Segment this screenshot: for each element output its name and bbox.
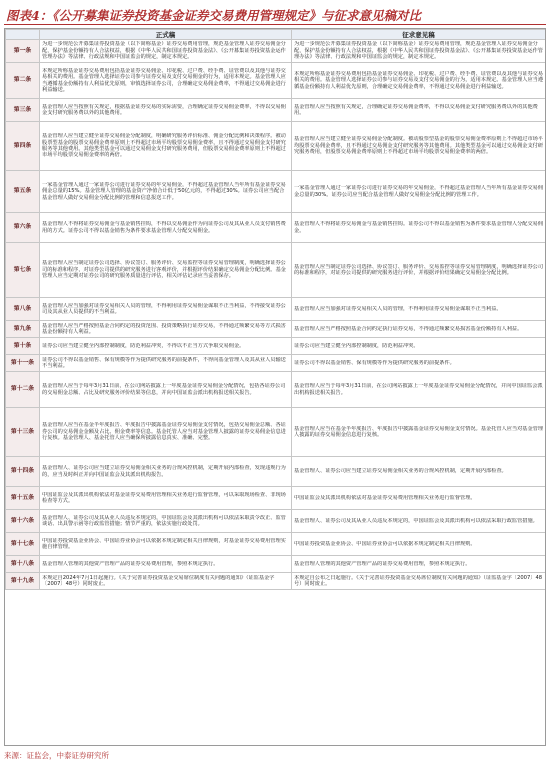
article-cell: 第十七条: [6, 533, 40, 556]
formal-text: 基金管理人、证券公司及其从业人员违反本规定的，中国证监会及其派出机构可以依法采取责令改正、监管谈话、出具警示函等行政监管措施；情节严重的，依法实施行政处罚。: [42, 514, 286, 527]
header-article: [6, 30, 40, 40]
formal-text-cell: [40, 63, 292, 99]
formal-text: 基金管理人管理的其他资产管理产品的证券交易费用管理，参照本规定执行。: [42, 560, 219, 567]
formal-text: 证券公司应当建立健全内部控制制度，防范利益冲突，不得以不正当方式争取交易佣金。: [42, 342, 245, 349]
article-cell: 第十九条: [6, 573, 40, 590]
table-row: [6, 457, 546, 487]
draft-text-cell: [292, 321, 546, 338]
comparison-table: [5, 29, 546, 590]
table-row: [6, 573, 546, 590]
table-row: [6, 40, 546, 63]
table-row: [6, 321, 546, 338]
formal-text-cell: [40, 533, 292, 556]
article-cell: 第十二条: [6, 372, 40, 408]
article-cell: 第十八条: [6, 556, 40, 573]
draft-text: 基金管理人应当建立健全证券交易佣金分配制度。被动股票型基金的股票交易佣金费率原则上不得超过市场平均股票交易佣金费率，且不得通过交易佣金支付研究服务等其他费用。其他类型基金可以通过交易佣金支付研究服务费用，但股票交易佣金费率原则上不得超过市场平均股票交易佣金费率的两倍。: [294, 136, 543, 156]
draft-text-cell: [292, 171, 546, 213]
source-note: 来源：证监会，中泰证券研究所: [4, 751, 109, 760]
table-row: [6, 213, 546, 243]
draft-text-cell: [292, 63, 546, 99]
formal-text: 基金管理人应当按照有关规定，根据基金证券交易的实际需要，合理确定证券交易佣金费率，不得以交易佣金支付研究服务费以外的其他费用。: [42, 103, 286, 116]
draft-text-cell: [292, 40, 546, 63]
formal-text-cell: [40, 573, 292, 590]
formal-text-cell: [40, 408, 292, 457]
draft-text-cell: [292, 533, 546, 556]
draft-text-cell: [292, 99, 546, 122]
formal-text-cell: [40, 40, 292, 63]
draft-text-cell: [292, 408, 546, 457]
draft-text: 本规定所称基金证券交易费用包括基金证券交易佣金、印花税、过户费、经手费、证管费以及其他与证券交易相关的费用。基金管理人选择证券公司参与证券交易及支付交易佣金的行为，适用本规定。基金管理人应当遵循基金份额持有人利益优先原则，合理确定交易佣金费率，不得通过交易佣金进行利益输送。: [294, 70, 543, 90]
formal-text: 本规定自2024年7月1日起施行。《关于完善证券投资基金交易席位制度有关问题的通知》（证监基金字〔2007〕48号）同时废止。: [42, 574, 275, 587]
draft-text-cell: [292, 573, 546, 590]
draft-text-cell: [292, 338, 546, 355]
article-cell: 第五条: [6, 171, 40, 213]
draft-text-cell: [292, 457, 546, 487]
formal-text-cell: [40, 171, 292, 213]
table-row: [6, 338, 546, 355]
article-cell: 第十六条: [6, 510, 40, 533]
formal-text-cell: [40, 510, 292, 533]
formal-text: 中国证监会及其派出机构依法对基金证券交易费用管理相关业务进行监督管理，可以采取现场检查、非现场检查等方式。: [42, 491, 286, 504]
draft-text: 基金管理人应当制定证券公司选择、协议签订、服务评价、交易监控等证券交易管理制度，明确选择证券公司的标准和程序，对证券公司提供的研究服务进行评价，并根据评价结果确定交易佣金分配比例。: [294, 263, 543, 276]
table-header-row: [6, 30, 546, 40]
formal-text: 一家基金管理人通过一家证券公司进行证券交易的年交易佣金，不得超过基金管理人当年所有基金证券交易佣金总量的15%。基金管理人管理的基金资产净值合计低于50亿元的，不得超过30%。证券公司应当配合基金管理人做好交易佣金分配比例的管理和信息报送工作。: [42, 181, 286, 201]
draft-text: 基金管理人应当在基金半年度报告、年度报告中披露基金证券交易佣金支付情况。基金托管人应当对基金管理人披露的证券交易佣金信息进行复核。: [294, 425, 543, 438]
article-cell: 第八条: [6, 298, 40, 321]
formal-text-cell: [40, 355, 292, 372]
formal-text: 基金管理人、证券公司应当建立证券交易佣金相关业务的合规风控机制，定期开展内部检查，发现违规行为的，应当及时纠正并向中国证监会及其派出机构报告。: [42, 465, 286, 478]
draft-text: 基金管理人、证券公司应当建立证券交易佣金相关业务的合规风控机制，定期开展内部检查。: [294, 468, 507, 475]
table-row: [6, 355, 546, 372]
figure-title-bar: [4, 4, 546, 25]
formal-text-cell: [40, 338, 292, 355]
formal-text: 基金管理人不得将证券交易佣金与基金销售挂钩，不得以交易佣金作为向证券公司及其从业人员支付销售费用的方式。证券公司不得以基金销售为条件要求基金管理人分配交易佣金。: [42, 221, 286, 234]
draft-text: 一家基金管理人通过一家证券公司进行证券交易的年交易佣金，不得超过基金管理人当年所有基金证券交易佣金总量的30%。证券公司应当配合基金管理人做好交易佣金分配比例的管理工作。: [294, 185, 543, 198]
draft-text-cell: [292, 298, 546, 321]
draft-text: 中国证券投资基金业协会、中国证券业协会可以依据本规定制定相关自律规则。: [294, 540, 476, 547]
article-cell: 第十三条: [6, 408, 40, 457]
draft-text-cell: [292, 487, 546, 510]
table-row: [6, 63, 546, 99]
draft-text: 证券公司不得以基金销售、保有规模等作为提供研究服务的前提条件。: [294, 359, 455, 366]
table-row: [6, 556, 546, 573]
draft-text-cell: [292, 122, 546, 171]
table-row: [6, 510, 546, 533]
draft-text: 本规定自公布之日起施行。《关于完善证券投资基金交易席位制度有关问题的通知》（证监基金字〔2007〕48号）同时废止。: [294, 574, 543, 587]
article-cell: 第十四条: [6, 457, 40, 487]
draft-text: 基金管理人应当加强对证券交易相关人员的管理，不得利用证券交易佣金谋取不正当利益。: [294, 305, 502, 312]
formal-text-cell: [40, 457, 292, 487]
table-row: [6, 487, 546, 510]
formal-text: 基金管理人应当加强对证券交易相关人员的管理，不得利用证券交易佣金谋取不正当利益，不得接受证券公司及其从业人员提供的不当利益。: [42, 302, 286, 315]
draft-text: 基金管理人管理的其他资产管理产品的证券交易费用管理，参照本规定执行。: [294, 560, 471, 567]
header-draft: 征求意见稿: [292, 30, 546, 40]
formal-text-cell: [40, 298, 292, 321]
table-row: [6, 122, 546, 171]
table-row: [6, 408, 546, 457]
draft-text-cell: [292, 372, 546, 408]
formal-text: 为进一步规范公开募集证券投资基金（以下简称基金）证券交易费用管理，规范基金管理人证券交易佣金分配，保护基金份额持有人合法权益，根据《中华人民共和国证券投资基金法》、《公开募集证券投资基金运作管理办法》等法律、行政法规和中国证监会的规定，制定本规定。: [42, 41, 286, 61]
formal-text: 本规定所称基金证券交易费用包括基金证券交易佣金、印花税、过户费、经手费、证管费以及其他与证券交易相关的费用。基金管理人选择证券公司参与证券交易及支付交易佣金的行为，适用本规定。基金管理人应当遵循基金份额持有人利益优先原则，审慎选择证券公司，合理确定交易佣金费率，不得通过交易佣金进行利益输送。: [42, 67, 286, 93]
draft-text: 基金管理人不得将证券交易佣金与基金销售挂钩。证券公司不得以基金销售为条件要求基金管理人分配交易佣金。: [294, 221, 543, 234]
draft-text: 证券公司应当建立健全内部控制制度，防范利益冲突。: [294, 342, 419, 349]
article-cell: 第六条: [6, 213, 40, 243]
draft-text-cell: [292, 243, 546, 298]
formal-text-cell: [40, 372, 292, 408]
draft-text-cell: [292, 556, 546, 573]
table-row: [6, 533, 546, 556]
formal-text: 基金管理人应当在基金半年度报告、年度报告中披露基金证券交易佣金支付情况，包括交易佣金总额、各证券公司的交易佣金金额及占比、佣金费率等信息。基金托管人应当对基金管理人披露的证券交易佣金信息进行复核。基金管理人、基金托管人应当确保所披露信息真实、准确、完整。: [42, 422, 286, 442]
draft-text: 基金管理人应当按照有关规定，合理确定证券交易佣金费率，不得以交易佣金支付研究服务费以外的其他费用。: [294, 103, 538, 116]
formal-text: 基金管理人应当于每年3月31日前，在公司网站披露上一年度基金证券交易佣金分配情况，包括各证券公司的交易佣金总额、占比及研究服务评价结果等信息，并向中国证监会派出机构报送相关报告。: [42, 383, 286, 396]
formal-text: 基金管理人应当制定证券公司选择、协议签订、服务评价、交易监控等证券交易管理制度，明确选择证券公司的标准和程序，对证券公司提供的研究服务进行客观评价，并根据评价结果确定交易佣金分配比例。基金管理人应当定期对证券公司的研究服务质量进行评估，相关评估记录应当妥善保存。: [42, 260, 286, 280]
draft-text-cell: [292, 355, 546, 372]
table-row: [6, 99, 546, 122]
formal-text: 基金管理人应当建立健全证券交易佣金分配制度，明确研究服务评价标准、佣金分配比例和决策程序。被动股票型基金的股票交易佣金费率原则上不得超过市场平均股票交易佣金费率，且不得通过交易佣金支付研究服务等其他费用。其他类型基金可以通过交易佣金支付研究服务费用，但股票交易佣金费率原则上不得超过市场平均股票交易佣金费率的两倍。: [42, 133, 286, 159]
formal-text: 证券公司不得以基金销售、保有规模等作为提供研究服务的前提条件，不得向基金管理人及其从业人员输送不当利益。: [42, 356, 286, 369]
formal-text: 中国证券投资基金业协会、中国证券业协会可以依据本规定制定相关自律规则，对基金证券交易费用管理实施自律管理。: [42, 537, 286, 550]
draft-text: 中国证监会及其派出机构依法对基金证券交易费用管理相关业务进行监督管理。: [294, 494, 476, 501]
article-cell: 第十五条: [6, 487, 40, 510]
formal-text-cell: [40, 243, 292, 298]
draft-text-cell: [292, 213, 546, 243]
table-row: [6, 372, 546, 408]
draft-text: 基金管理人应当于每年3月31日前，在公司网站披露上一年度基金证券交易佣金分配情况，并向中国证监会派出机构报送相关报告。: [294, 383, 543, 396]
table-row: [6, 243, 546, 298]
article-cell: 第十条: [6, 338, 40, 355]
article-cell: 第四条: [6, 122, 40, 171]
figure-title: 图表4：《公开募集证券投资基金证券交易费用管理规定》与征求意见稿对比: [6, 8, 421, 23]
header-formal: 正式稿: [40, 30, 292, 40]
formal-text-cell: [40, 99, 292, 122]
draft-text: 为进一步规范公开募集证券投资基金（以下简称基金）证券交易费用管理，规范基金管理人证券交易佣金分配，保护基金份额持有人合法权益，根据《中华人民共和国证券投资基金法》、《公开募集证券投资基金运作管理办法》等法律、行政法规和中国证监会的规定，制定本规定。: [294, 41, 543, 61]
comparison-table-container: [4, 28, 546, 746]
article-cell: 第十一条: [6, 355, 40, 372]
formal-text-cell: [40, 213, 292, 243]
formal-text-cell: [40, 122, 292, 171]
article-cell: 第九条: [6, 321, 40, 338]
draft-text: 基金管理人、证券公司及其从业人员违反本规定的，中国证监会及其派出机构可以依法采取行政监管措施。: [294, 517, 538, 524]
article-cell: 第七条: [6, 243, 40, 298]
formal-text: 基金管理人应当严格按照基金合同约定的投资范围、投资策略执行证券交易，不得通过频繁交易等方式损害基金份额持有人利益。: [42, 322, 286, 335]
article-cell: 第二条: [6, 63, 40, 99]
table-body: [6, 40, 546, 590]
article-cell: 第一条: [6, 40, 40, 63]
formal-text-cell: [40, 321, 292, 338]
draft-text-cell: [292, 510, 546, 533]
formal-text-cell: [40, 487, 292, 510]
article-cell: 第三条: [6, 99, 40, 122]
table-row: [6, 171, 546, 213]
draft-text: 基金管理人应当严格按照基金合同约定执行证券交易，不得通过频繁交易损害基金份额持有人利益。: [294, 325, 523, 332]
table-row: [6, 298, 546, 321]
formal-text-cell: [40, 556, 292, 573]
